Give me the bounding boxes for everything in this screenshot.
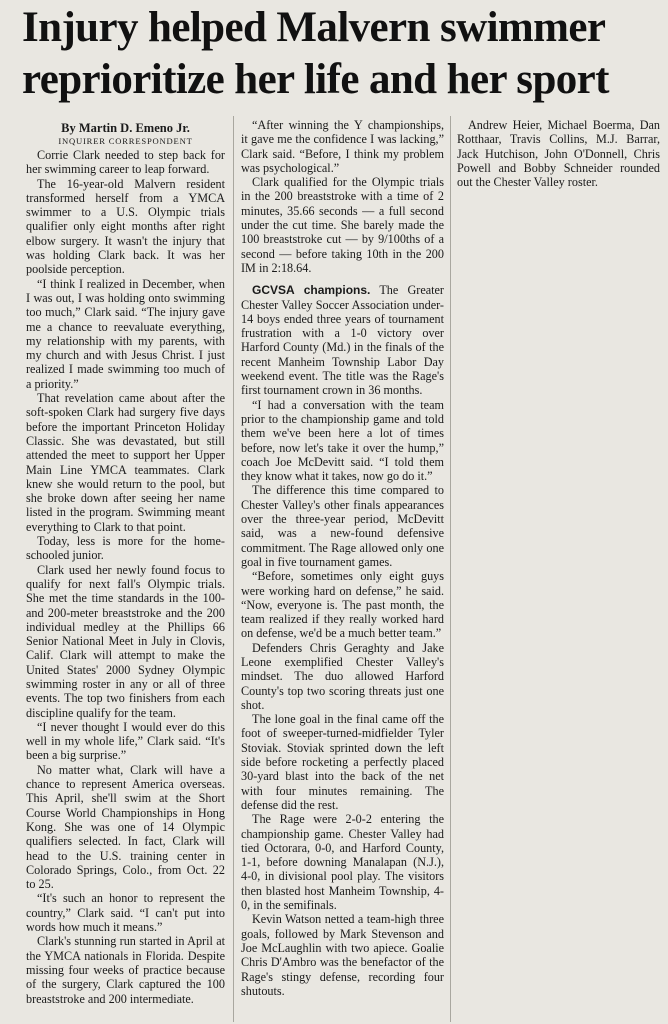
section-paragraph: Andrew Heier, Michael Boerma, Dan Rotthaar, Travis Collins, M.J. Barrar, Jack Hutchison, John O'Donnell, Chris Powell and Bobby Schneider rounded out the Chester Valley roster. — [457, 118, 660, 190]
byline: By Martin D. Emeno Jr. — [61, 121, 190, 135]
article-paragraph: Clark qualified for the Olympic trials in the 200 breaststroke with a time of 2 minutes, 35.66 seconds — a full second under the cut time. She barely made the 100 breaststroke cut — by 9/100ths of a second — before taking 10th in the 200 IM in 2:18.64. — [241, 175, 444, 275]
section-paragraph: “I had a conversation with the team prior to the championship game and told them we've been here a lot of times before, now let's take it over the hump,” coach Joe McDevitt said. “I told them they know what it takes, now go do it.” — [241, 397, 444, 484]
article-paragraph: Today, less is more for the home-schooled junior. — [26, 534, 225, 563]
column-3 — [457, 118, 660, 238]
headline — [22, 2, 666, 106]
section-paragraph: The Rage were 2-0-2 entering the championship game. Chester Valley had tied Octorara, 0-0, and Harford County, 1-1, before downing Manalapan (N.J.), 4-0, in divisional pool play. The visitors then blasted host Manheim Township, 4-0, in the semifinals. — [241, 812, 444, 913]
section-paragraph: The difference this time compared to Chester Valley's other finals appearances over the three-year period, McDevitt said, was a new-found defensive commitment. The Rage allowed only one goal in five tournament games. — [241, 483, 444, 569]
column-rule — [450, 116, 451, 1022]
article-paragraph: “After winning the Y championships, it gave me the confidence I was lacking,” Clark said. “Before, I think my problem was psychological.” — [241, 118, 444, 175]
article-paragraph: Corrie Clark needed to step back for her swimming career to leap forward. — [26, 148, 225, 177]
article-paragraph: The 16-year-old Malvern resident transformed herself from a YMCA swimmer to a U.S. Olympic trials qualifier only eight months after right elbow surgery. It wasn't the injury that was holding Clark back. It was her poolside perception. — [26, 176, 225, 277]
section-subhead: GCVSA champions. — [252, 283, 371, 298]
headline-line-1: Injury helped Malvern swimmer — [22, 4, 606, 51]
article-paragraph: Clark's stunning run started in April at the YMCA nationals in Florida. Despite missing four weeks of practice because of the surgery, Clark captured the 100 breaststroke and 200 intermediate. — [26, 934, 225, 1006]
section-paragraph: Kevin Watson netted a team-high three goals, followed by Mark Stevenson and Joe McLaughlin with two apiece. Goalie Chris D'Ambro was the benefactor of the Rage's stingy defense, recording four shutouts. — [241, 912, 444, 998]
section-lead-text: The Greater Chester Valley Soccer Association under-14 boys ended three years of tournament frustration with a 1-0 victory over Harford County (Md.) in the finals of the recent Manheim Township Labor Day weekend event. The title was the Rage's first tournament crown in 36 months. — [241, 283, 444, 398]
section-paragraph: The lone goal in the final came off the foot of sweeper-turned-midfielder Tyler Stoviak. Stoviak sprinted down the left side before rocketing a perfectly placed 30-yard blast into the back of the net with four minutes remaining. The defense did the rest. — [241, 712, 444, 812]
article-paragraph: Clark used her newly found focus to qualify for next fall's Olympic trials. She met the time standards in the 100- and 200-meter breaststroke and the 200 individual medley at the Phillips 66 Senior National Meet in July in Clovis, Calif. Clark will attempt to make the United States' 2000 Sydney Olympic swimming roster in any or all of three events. The top two finishers from each discipline qualify for the team. — [26, 562, 225, 720]
section-paragraph: “Before, sometimes only eight guys were working hard on defense,” he said. “Now, everyone is. The past month, the team realized if they really worked hard on defense, we'd be a much better team.” — [241, 569, 444, 641]
column-rule — [233, 116, 234, 1022]
column-1 — [26, 118, 225, 1022]
headline-line-2: reprioritize her life and her sport — [22, 56, 609, 103]
article-paragraph: “I think I realized in December, when I was out, I was holding onto swimming too much,” Clark said. “The injury gave me a chance to reevaluate everything, my relationship with my parents, with my church and with Jesus Christ. I just realized I made swimming too much of a priority.” — [26, 276, 225, 391]
column-2 — [241, 118, 444, 1022]
article-paragraph: “It's such an honor to represent the country,” Clark said. “I can't put into words how much it means.” — [26, 891, 225, 935]
section-lead-paragraph — [241, 283, 444, 397]
section-paragraph: Defenders Chris Geraghty and Jake Leone exemplified Chester Valley's mindset. The duo allowed Harford County's top two scoring threats just one shot. — [241, 640, 444, 712]
article-paragraph: That revelation came about after the soft-spoken Clark had surgery five days before the important Princeton Holiday Classic. She was devastated, but still attended the meet to support her Upper Main Line YMCA teammates. Clark knew she would return to the pool, but she broke down after seeing her name listed in the program. Swimming meant everything to Clark to that point. — [26, 391, 225, 534]
article-paragraph: No matter what, Clark will have a chance to represent America overseas. This April, she'll swim at the Short Course World Championships in Hong Kong. She was one of 14 Olympic qualifiers selected. In fact, Clark will head to the U.S. training center in Colorado Springs, Colo., from Oct. 22 to 25. — [26, 762, 225, 892]
byline-title: INQUIRER CORRESPONDENT — [58, 136, 193, 146]
article-paragraph: “I never thought I would ever do this well in my whole life,” Clark said. “It's been a big surprise.” — [26, 719, 225, 763]
